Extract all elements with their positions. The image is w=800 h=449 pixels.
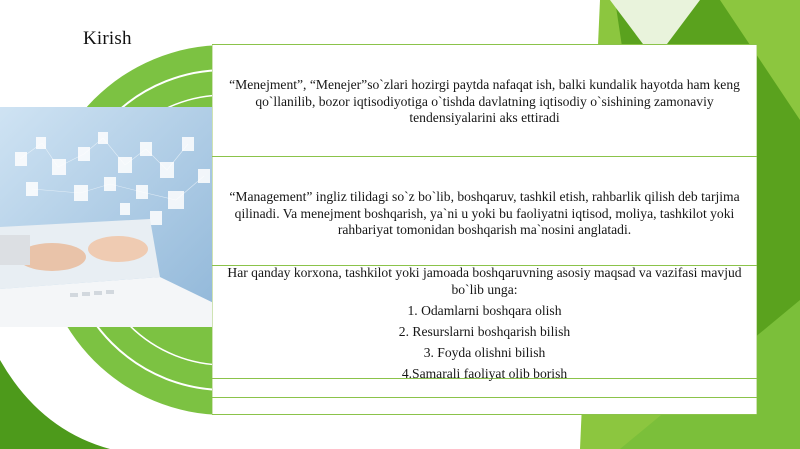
list-item: 4.Samarali faoliyat olib borish [401,366,568,381]
list-item: 1. Odamlarni boshqara olish [407,303,562,318]
list-item: 2. Resurslarni boshqarish bilish [398,324,571,339]
divider-top [212,44,757,45]
slide-title: Kirish [83,28,132,49]
hero-photo [0,107,222,327]
paragraph-menejment: “Menejment”, “Menejer”so`zlari hozirgi paytda nafaqat ish, balki kundalik hayotda ham keng qo`llanilib, bozor iqtisodiyotiga o`tishda davlatning iqtisodiy o`sishining zamonaviy tendensiyalarini aks ettiradi [229,77,740,126]
divider-bottom [212,414,757,415]
hand-right [88,236,148,262]
divider-4 [212,397,757,398]
divider-1 [212,156,757,157]
paragraph-goals: Har qanday korxona, tashkilot yoki jamoada boshqaruvning asosiy maqsad va vazifasi mavjud bo`lib unga: [227,265,742,297]
paragraph-management: “Management” ingliz tilidagi so`z bo`lib, boshqaruv, tashkil etish, rahbarlik qilish deb tarjima qilinadi. Va menejment boshqarish, ya`ni u yoki bu faoliyatni iqtisod, moliya, tashkilot yoki rahbariyat tomonidan boshqarish ma`nosini anglatadi. [229,189,740,238]
network-laptop-illustration [0,107,222,327]
panel-border-left [212,44,213,415]
list-item: 3. Foyda olishni bilish [423,345,546,360]
panel-border-right [756,44,757,415]
